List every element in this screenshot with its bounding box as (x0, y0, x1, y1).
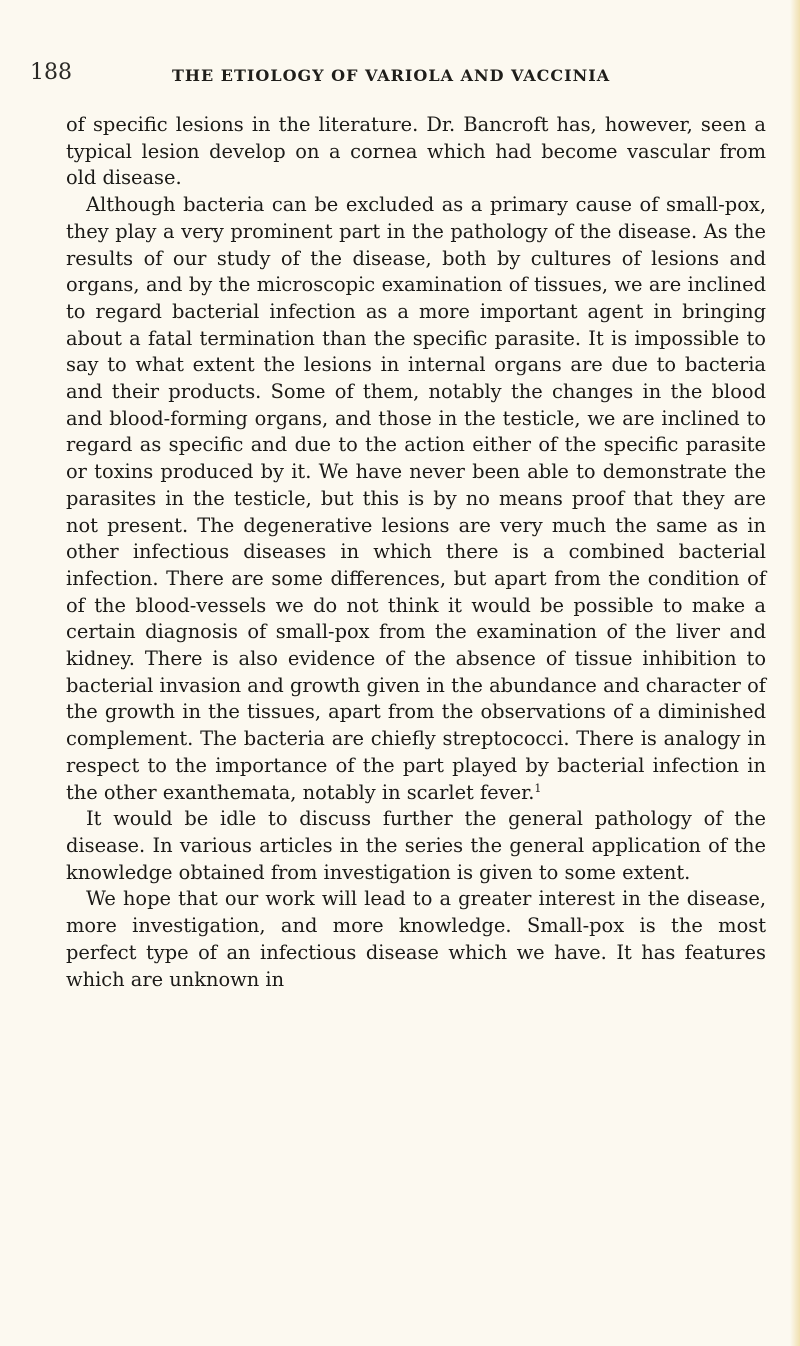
paragraph-text: Although bacteria can be excluded as a primary cause of small-pox, they play a very prominent part in the pathology of the disease. As the results of our study of the disease, both by cultures of lesions and organs, and by the microscopic examination of tissues, we are inclined to regard bacterial infection as a more important agent in bringing about a fatal termination than the specific parasite. It is impossible to say to what extent the lesions in internal organs are due to bacteria and their products. Some of them, notably the changes in the blood and blood-forming organs, and those in the testicle, we are inclined to regard as specific and due to the action either of the specific parasite or toxins produced by it. We have never been able to demonstrate the parasites in the testicle, but this is by no means proof that they are not present. The degenerative lesions are very much the same as in other infectious diseases in which there is a combined bacterial infection. There are some differences, but apart from the condition of of the blood-vessels we do not think it would be possible to make a certain diagnosis of small-pox from the examination of the liver and kidney. There is also evidence of the absence of tissue inhibition to bacterial invasion and growth given in the abundance and character of the growth in the tissues, apart from the observations of a diminished complement. The bacteria are chiefly streptococci. There is analogy in respect to the importance of the part played by bacterial infection in the other exanthemata, notably in scarlet fever. (66, 193, 766, 804)
paragraph-1 (66, 112, 766, 192)
page-number: 188 (30, 60, 72, 85)
paragraph-4 (66, 886, 766, 993)
footnote-marker: 1 (534, 781, 542, 795)
paragraph-text: We hope that our work will lead to a greater interest in the disease, more investigation, and more knowledge. Small-pox is the most perfect type of an infectious disease which we have. It has features which are unknown in (66, 887, 766, 991)
body-text (66, 112, 766, 993)
paragraph-text: It would be idle to discuss further the general pathology of the disease. In various articles in the series the general application of the knowledge obtained from investigation is given to some extent. (66, 807, 766, 884)
paragraph-text: of specific lesions in the literature. Dr. Bancroft has, however, seen a typical lesion develop on a cornea which had become vascular from old disease. (66, 113, 766, 190)
paragraph-2 (66, 192, 766, 806)
page-edge-shading (790, 0, 800, 1346)
paragraph-3 (66, 806, 766, 886)
running-head: THE ETIOLOGY OF VARIOLA AND VACCINIA (172, 66, 611, 85)
